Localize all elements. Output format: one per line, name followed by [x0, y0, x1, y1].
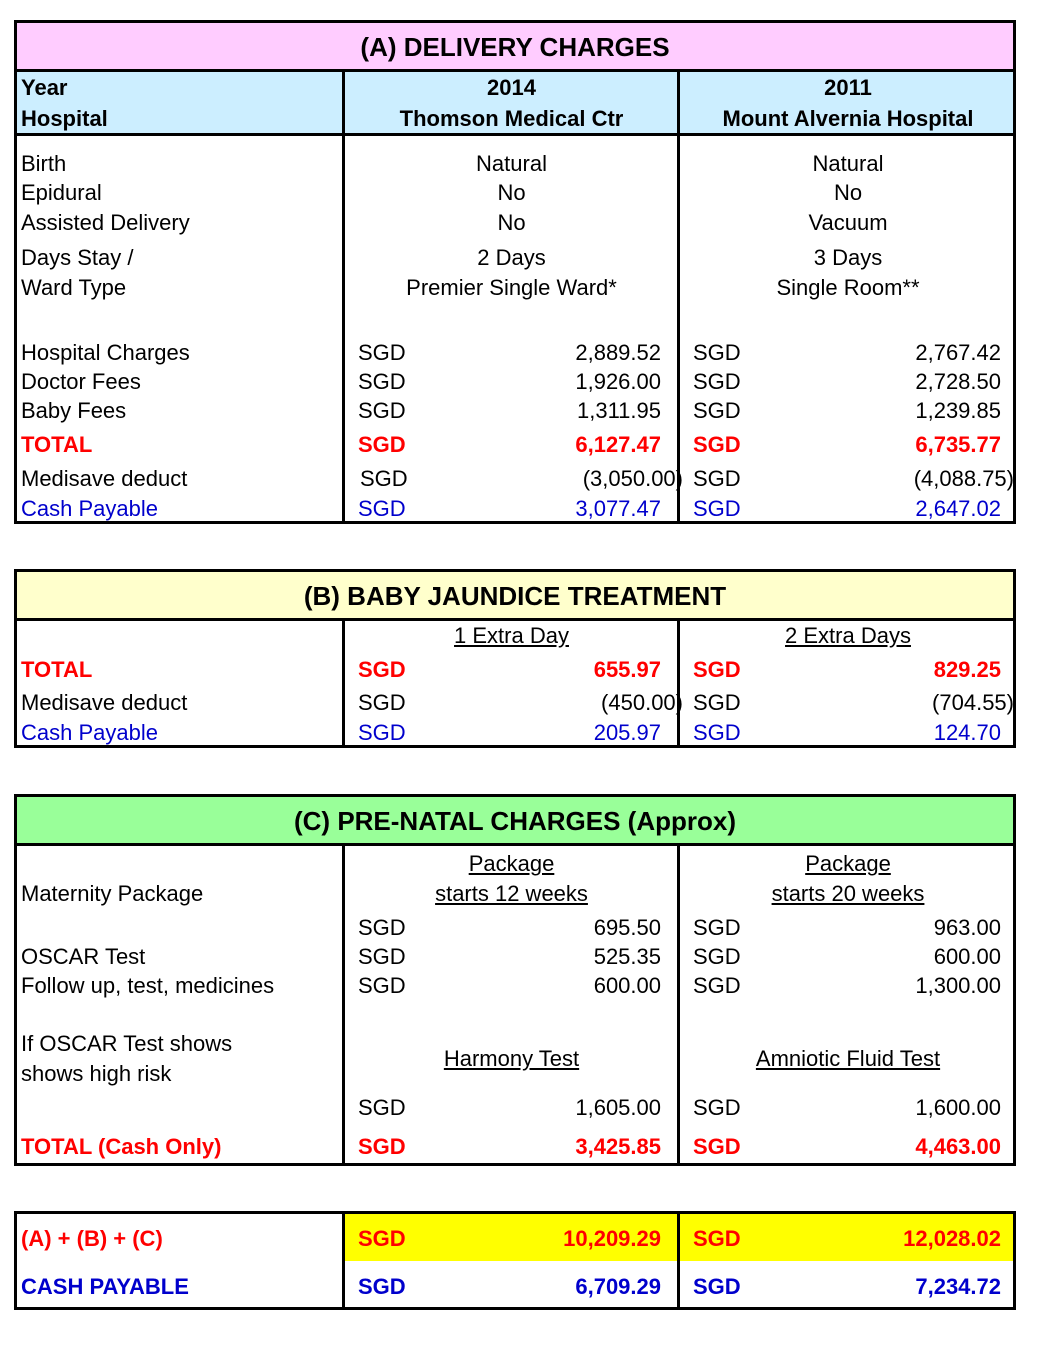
- currency: SGD: [693, 973, 741, 998]
- medisave-col1: (3,050.00): [582, 466, 683, 491]
- currency: SGD: [358, 720, 406, 745]
- prenatal-total-col1: 3,425.85: [575, 1134, 661, 1159]
- currency: SGD: [358, 369, 406, 394]
- doctor-fees-col1: 1,926.00: [575, 369, 661, 394]
- currency: SGD: [693, 657, 741, 682]
- package-amount-col1: 695.50: [593, 915, 661, 940]
- col2-package: Package: [805, 851, 891, 876]
- jaundice-cash-col1: 205.97: [593, 720, 661, 745]
- total-col2: 6,735.77: [915, 432, 1001, 457]
- ward-col1: Premier Single Ward*: [406, 275, 617, 300]
- cash-payable-col1: 3,077.47: [575, 496, 661, 521]
- currency: SGD: [358, 340, 406, 365]
- medisave-label: Medisave deduct: [21, 466, 188, 491]
- amniotic-fluid-test: Amniotic Fluid Test: [755, 1046, 941, 1071]
- jaundice-col1-head: 1 Extra Day: [454, 623, 569, 648]
- divider: [17, 133, 1013, 136]
- currency: SGD: [693, 690, 741, 715]
- baby-fees-col2: 1,239.85: [915, 398, 1001, 423]
- cash-payable-total-col2: 7,234.72: [915, 1274, 1001, 1299]
- oscar-label: OSCAR Test: [21, 944, 146, 969]
- jaundice-medisave-col2: (704.55): [932, 690, 1014, 715]
- grand-total-label: (A) + (B) + (C): [21, 1226, 163, 1251]
- column-divider: [677, 1214, 680, 1307]
- currency: SGD: [693, 369, 741, 394]
- currency: SGD: [693, 720, 741, 745]
- test-amount-col1: 1,605.00: [575, 1095, 661, 1120]
- col1-hospital: Thomson Medical Ctr: [399, 106, 624, 131]
- jaundice-col2-head: 2 Extra Days: [785, 623, 911, 648]
- jaundice-total-label: TOTAL: [21, 657, 93, 682]
- currency: SGD: [693, 944, 741, 969]
- birth-label: Birth: [21, 151, 67, 176]
- currency: SGD: [693, 915, 741, 940]
- hospital-charges-label: Hospital Charges: [21, 340, 190, 365]
- currency: SGD: [358, 496, 406, 521]
- summary-table: [14, 1211, 1016, 1310]
- cash-payable-label: Cash Payable: [21, 496, 158, 521]
- cash-payable-total-col1: 6,709.29: [575, 1274, 661, 1299]
- cash-payable-total-label: CASH PAYABLE: [21, 1274, 189, 1299]
- col2-hospital: Mount Alvernia Hospital: [722, 106, 974, 131]
- currency: SGD: [358, 973, 406, 998]
- hospital-charges-col2: 2,767.42: [915, 340, 1001, 365]
- baby-fees-col1: 1,311.95: [576, 398, 661, 423]
- days-col1: 2 Days: [477, 245, 546, 270]
- epidural-label: Epidural: [21, 180, 102, 205]
- ward-col2: Single Room**: [776, 275, 920, 300]
- total-col1: 6,127.47: [575, 432, 661, 457]
- assisted-col2: Vacuum: [808, 210, 888, 235]
- col1-year: 2014: [487, 75, 536, 100]
- jaundice-medisave-label: Medisave deduct: [21, 690, 188, 715]
- year-label: Year: [21, 75, 68, 100]
- medisave-col2: (4,088.75): [913, 466, 1014, 491]
- harmony-test: Harmony Test: [443, 1046, 580, 1071]
- highrisk-label-2: shows high risk: [21, 1061, 172, 1086]
- currency: SGD: [358, 1095, 406, 1120]
- prenatal-table: [14, 794, 1016, 1166]
- currency: SGD: [358, 398, 406, 423]
- cash-payable-col2: 2,647.02: [915, 496, 1001, 521]
- jaundice-medisave-col1: (450.00): [601, 690, 683, 715]
- prenatal-total-col2: 4,463.00: [915, 1134, 1001, 1159]
- assisted-col1: No: [497, 210, 526, 235]
- jaundice-cash-col2: 124.70: [933, 720, 1001, 745]
- jaundice-table: [14, 569, 1016, 748]
- currency: SGD: [693, 1274, 741, 1299]
- followup-col2: 1,300.00: [915, 973, 1001, 998]
- currency: SGD: [358, 944, 406, 969]
- currency: SGD: [693, 432, 741, 457]
- total-label: TOTAL: [21, 432, 93, 457]
- jaundice-cash-label: Cash Payable: [21, 720, 158, 745]
- birth-col2: Natural: [812, 151, 884, 176]
- birth-col1: Natural: [476, 151, 547, 176]
- currency: SGD: [358, 690, 406, 715]
- jaundice-total-col2: 829.25: [933, 657, 1001, 682]
- delivery-charges-header: [17, 23, 1013, 72]
- grand-total-col2: 12,028.02: [903, 1226, 1001, 1251]
- jaundice-header: [17, 572, 1013, 621]
- days-label: Days Stay /: [21, 245, 134, 270]
- currency: SGD: [693, 398, 741, 423]
- prenatal-header: [17, 797, 1013, 846]
- package-amount-col2: 963.00: [933, 915, 1001, 940]
- currency: SGD: [693, 1226, 741, 1251]
- jaundice-title: (B) BABY JAUNDICE TREATMENT: [303, 581, 727, 611]
- epidural-col1: No: [497, 180, 526, 205]
- oscar-col1: 525.35: [593, 944, 661, 969]
- currency: SGD: [693, 1095, 741, 1120]
- currency: SGD: [360, 466, 408, 491]
- currency: SGD: [358, 1134, 406, 1159]
- prenatal-total-label: TOTAL (Cash Only): [21, 1134, 222, 1159]
- col2-year: 2011: [824, 75, 872, 100]
- currency: SGD: [358, 657, 406, 682]
- column-divider: [342, 1214, 345, 1307]
- maternity-package-label: Maternity Package: [21, 881, 204, 906]
- followup-label: Follow up, test, medicines: [21, 973, 275, 998]
- hospital-charges-col1: 2,889.52: [575, 340, 661, 365]
- currency: SGD: [693, 340, 741, 365]
- prenatal-title: (C) PRE-NATAL CHARGES (Approx): [294, 806, 736, 836]
- highrisk-label-1: If OSCAR Test shows: [21, 1031, 233, 1056]
- followup-col1: 600.00: [593, 973, 661, 998]
- currency: SGD: [693, 1134, 741, 1159]
- grand-total-col1: 10,209.29: [563, 1226, 661, 1251]
- days-col2: 3 Days: [813, 245, 883, 270]
- currency: SGD: [358, 1226, 406, 1251]
- currency: SGD: [358, 915, 406, 940]
- currency: SGD: [358, 1274, 406, 1299]
- jaundice-total-col1: 655.97: [593, 657, 661, 682]
- baby-fees-label: Baby Fees: [21, 398, 127, 423]
- delivery-charges-table: [14, 20, 1016, 524]
- oscar-col2: 600.00: [933, 944, 1001, 969]
- assisted-label: Assisted Delivery: [21, 210, 190, 235]
- test-amount-col2: 1,600.00: [915, 1095, 1001, 1120]
- currency: SGD: [693, 466, 741, 491]
- currency: SGD: [693, 496, 741, 521]
- col1-package: Package: [468, 851, 555, 876]
- col2-package-sub: starts 20 weeks: [771, 881, 925, 906]
- doctor-fees-col2: 2,728.50: [915, 369, 1001, 394]
- delivery-charges-title: (A) DELIVERY CHARGES: [360, 32, 670, 62]
- col1-package-sub: starts 12 weeks: [435, 881, 588, 906]
- hospital-label: Hospital: [21, 106, 108, 131]
- currency: SGD: [358, 432, 406, 457]
- epidural-col2: No: [833, 180, 863, 205]
- ward-label: Ward Type: [21, 275, 127, 300]
- doctor-fees-label: Doctor Fees: [21, 369, 141, 394]
